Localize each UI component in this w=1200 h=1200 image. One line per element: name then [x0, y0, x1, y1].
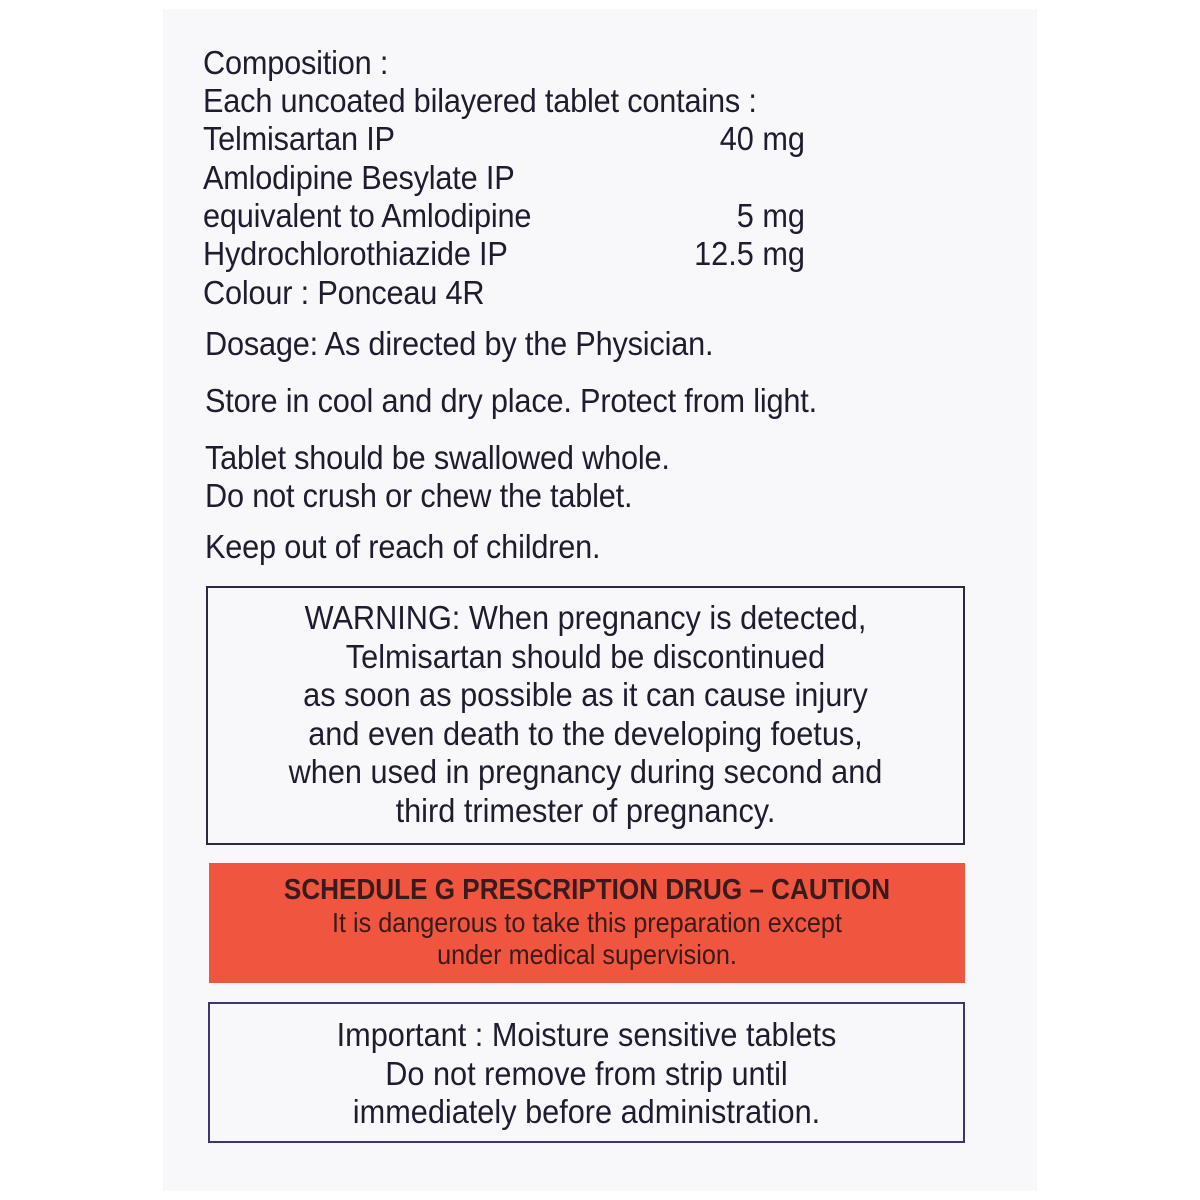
dosage-line: Dosage: As directed by the Physician. [205, 325, 714, 362]
ingredient-name: equivalent to Amlodipine [203, 197, 532, 234]
colour-line: Colour : Ponceau 4R [203, 274, 485, 311]
ingredient-name: Telmisartan IP [203, 120, 395, 157]
warning-line: WARNING: When pregnancy is detected, [304, 599, 867, 636]
composition-intro: Each uncoated bilayered tablet contains : [203, 82, 757, 119]
swallow-line: Tablet should be swallowed whole. [205, 439, 670, 476]
ingredient-name: Hydrochlorothiazide IP [203, 235, 508, 272]
warning-line: and even death to the developing foetus, [308, 714, 863, 752]
storage-line: Store in cool and dry place. Protect from light. [205, 382, 817, 419]
schedule-g-caution-box [209, 863, 965, 983]
schedule-title: SCHEDULE G PRESCRIPTION DRUG – CAUTION [283, 874, 891, 906]
ingredient-name: Amlodipine Besylate IP [203, 159, 515, 196]
composition-heading: Composition : [203, 44, 389, 81]
pregnancy-warning-box [206, 586, 965, 845]
schedule-line: It is dangerous to take this preparation except [332, 907, 842, 938]
important-line: Do not remove from strip until [385, 1054, 788, 1092]
important-line: immediately before administration. [352, 1093, 821, 1130]
important-line: Important : Moisture sensitive tablets [336, 1016, 837, 1053]
warning-line: third trimester of pregnancy. [395, 791, 776, 829]
no-crush-line: Do not crush or chew the tablet. [205, 477, 633, 514]
children-line: Keep out of reach of children. [205, 528, 601, 565]
ingredient-amount: 12.5 mg [694, 235, 805, 272]
ingredient-amount: 40 mg [719, 120, 805, 157]
schedule-line: under medical supervision. [437, 939, 737, 970]
ingredient-amount: 5 mg [736, 197, 805, 234]
warning-line: Telmisartan should be discontinued [345, 637, 826, 675]
warning-line: when used in pregnancy during second and [288, 753, 883, 790]
warning-line: as soon as possible as it can cause injury [303, 676, 868, 713]
moisture-notice-box [208, 1002, 965, 1143]
